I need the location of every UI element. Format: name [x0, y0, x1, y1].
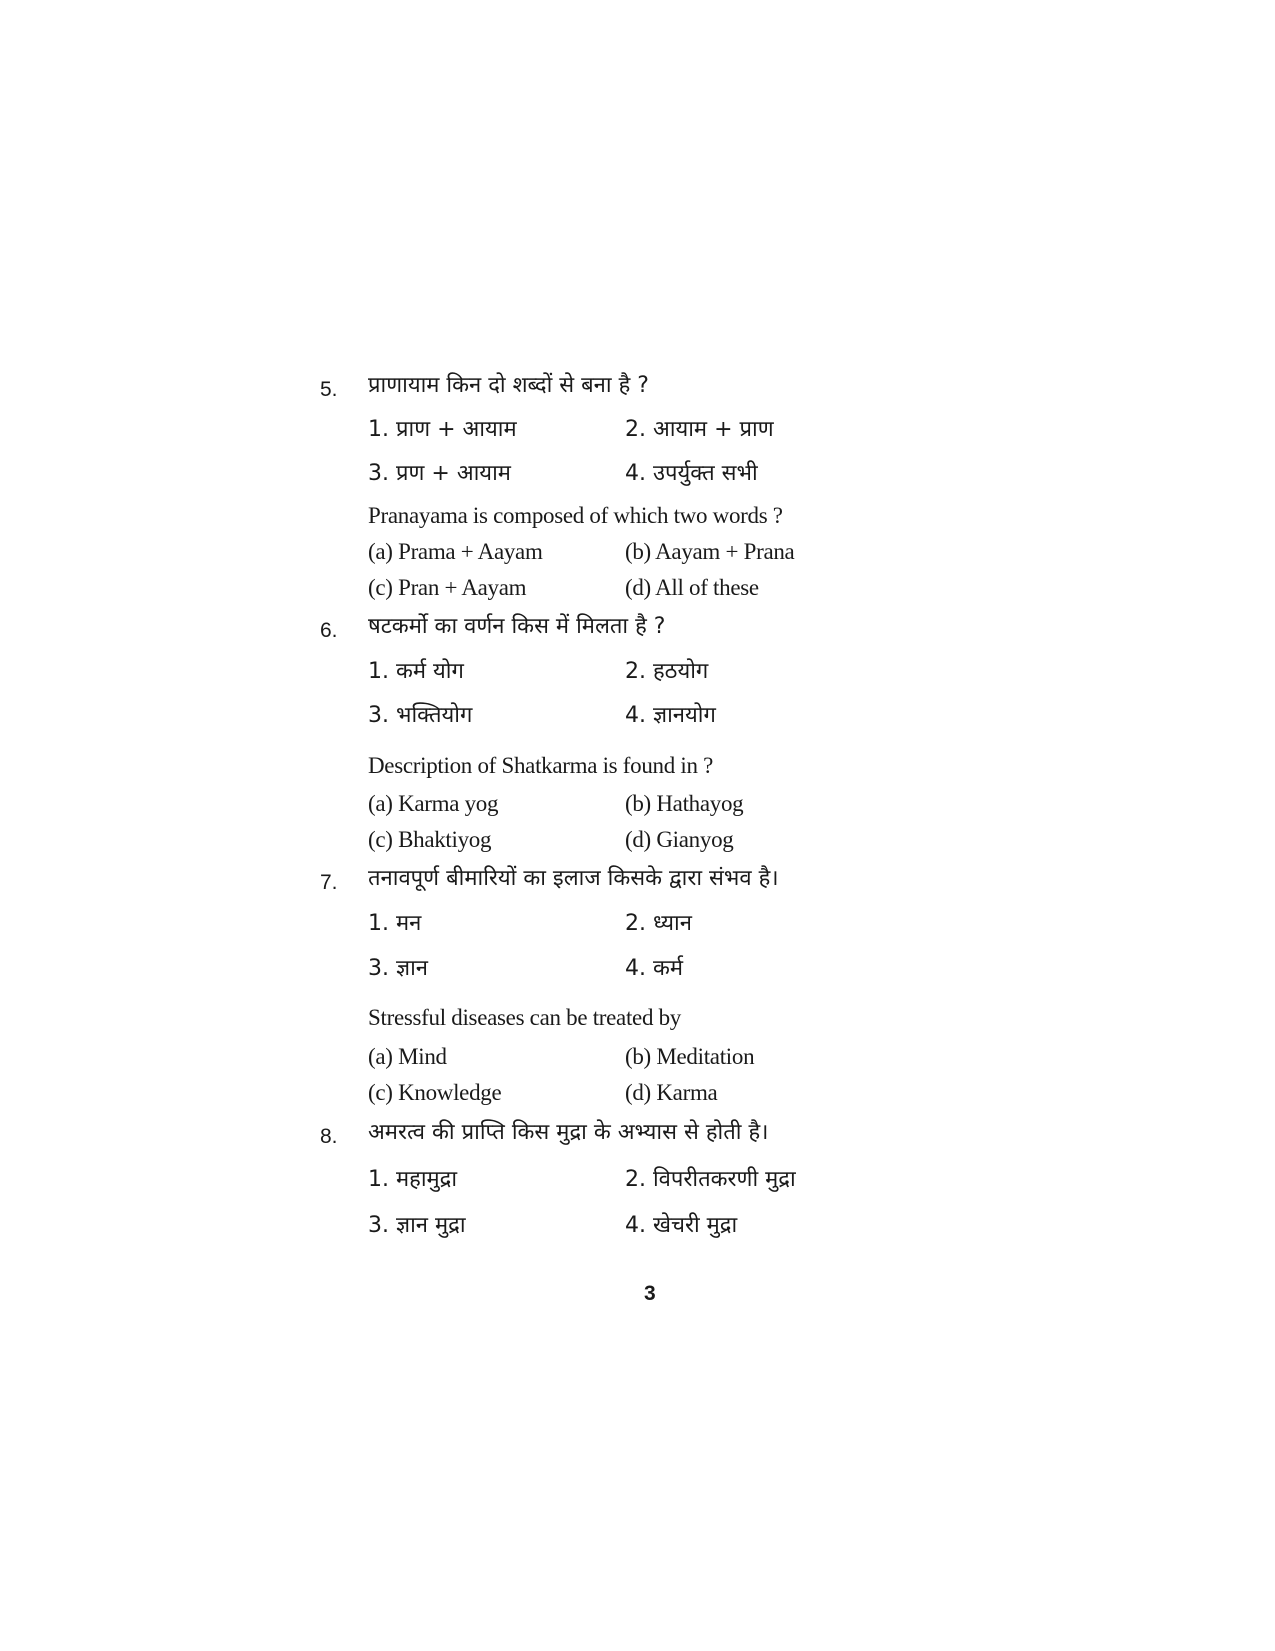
hindi-question: षटकर्मो का वर्णन किस में मिलता है ? [368, 614, 666, 639]
question-number: 8. [320, 1125, 338, 1148]
page-number: 3 [644, 1282, 656, 1305]
hindi-option: 4. कर्म [625, 956, 684, 981]
hindi-option: 1. मन [368, 911, 422, 936]
english-option: (a) Mind [368, 1044, 447, 1069]
hindi-option: 4. खेचरी मुद्रा [625, 1213, 738, 1238]
question-number: 7. [320, 871, 338, 894]
english-question: Description of Shatkarma is found in ? [368, 753, 714, 778]
english-option: (d) Gianyog [625, 827, 734, 852]
english-option: (c) Pran + Aayam [368, 575, 527, 600]
hindi-option: 3. ज्ञान मुद्रा [368, 1213, 466, 1238]
hindi-option: 2. आयाम + प्राण [625, 417, 774, 442]
english-option: (d) All of these [625, 575, 759, 600]
hindi-option: 3. भक्तियोग [368, 703, 473, 728]
english-option: (b) Hathayog [625, 791, 744, 816]
hindi-question: प्राणायाम किन दो शब्दों से बना है ? [368, 373, 649, 398]
english-option: (b) Aayam + Prana [625, 539, 795, 564]
hindi-question: अमरत्व की प्राप्ति किस मुद्रा के अभ्यास से होती है। [368, 1120, 769, 1145]
english-option: (c) Knowledge [368, 1080, 502, 1105]
english-option: (b) Meditation [625, 1044, 755, 1069]
hindi-option: 3. ज्ञान [368, 956, 428, 981]
hindi-option: 4. ज्ञानयोग [625, 703, 716, 728]
question-number: 5. [320, 378, 338, 401]
hindi-option: 4. उपर्युक्त सभी [625, 461, 758, 486]
english-option: (a) Prama + Aayam [368, 539, 543, 564]
english-question: Stressful diseases can be treated by [368, 1005, 682, 1030]
hindi-option: 1. प्राण + आयाम [368, 417, 517, 442]
english-option: (d) Karma [625, 1080, 718, 1105]
hindi-option: 2. ध्यान [625, 911, 692, 936]
hindi-question: तनावपूर्ण बीमारियों का इलाज किसके द्वारा संभव है। [368, 866, 779, 891]
hindi-option: 2. हठयोग [625, 659, 709, 684]
english-option: (a) Karma yog [368, 791, 499, 816]
hindi-option: 2. विपरीतकरणी मुद्रा [625, 1167, 796, 1192]
hindi-option: 1. महामुद्रा [368, 1167, 458, 1192]
english-question: Pranayama is composed of which two words ? [368, 503, 783, 528]
hindi-option: 3. प्रण + आयाम [368, 461, 511, 486]
hindi-option: 1. कर्म योग [368, 659, 464, 684]
english-option: (c) Bhaktiyog [368, 827, 492, 852]
question-number: 6. [320, 619, 338, 642]
